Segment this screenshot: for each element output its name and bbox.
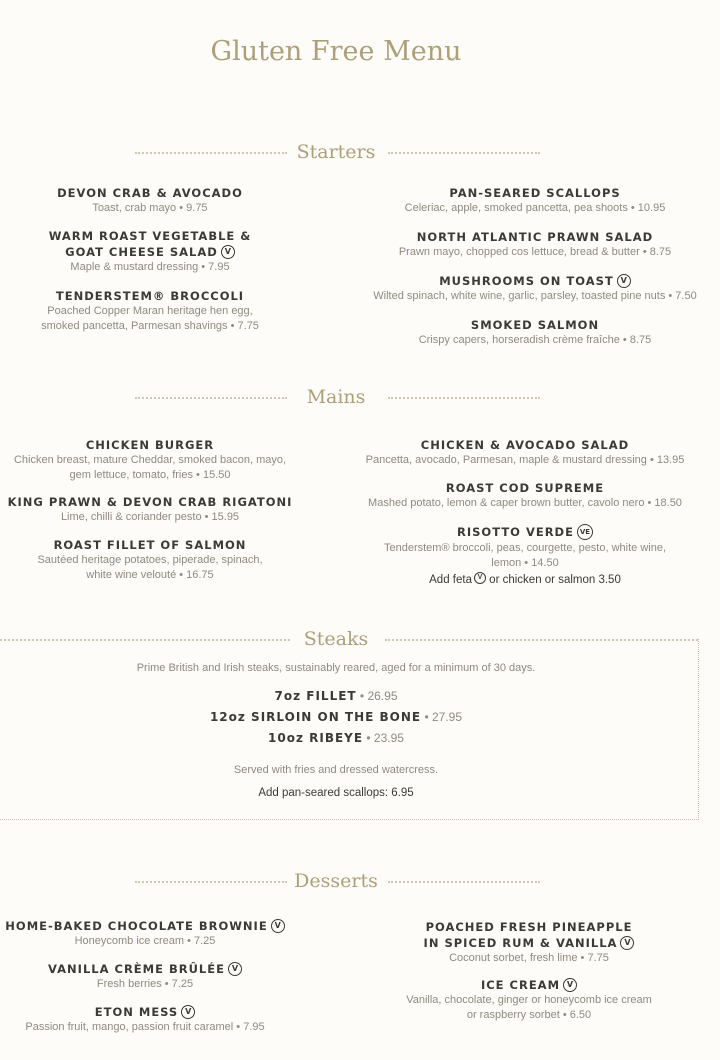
menu-item	[355, 273, 715, 304]
addon-text: or chicken or salmon 3.50	[489, 573, 621, 586]
item-name-line	[0, 961, 290, 977]
item-name: RISOTTO VERDE	[457, 525, 574, 539]
section-title-mains: Mains	[306, 386, 366, 408]
item-name-line2	[0, 244, 300, 260]
steaks-intro: Prime British and Irish steaks, sustainably reared, aged for a minimum of 30 days.	[136, 662, 536, 674]
item-name: CHICKEN BURGER	[85, 438, 215, 452]
item-description: Crispy capers, horseradish crème fraîche • 8.75	[418, 334, 652, 346]
mains-left-column	[0, 437, 300, 583]
vegetarian-icon: V	[474, 572, 486, 584]
steaks-list	[0, 686, 672, 749]
menu-item	[0, 185, 300, 216]
item-description: Prawn mayo, chopped cos lettuce, bread & butter • 8.75	[398, 246, 672, 258]
item-description: Chicken breast, mature Cheddar, smoked bacon, mayo,	[13, 454, 287, 466]
item-description: Maple & mustard dressing • 7.95	[70, 261, 230, 273]
desserts-right-column	[370, 919, 688, 1023]
item-description: Coconut sorbet, fresh lime • 7.75	[449, 952, 609, 964]
vegetarian-icon: V	[228, 962, 242, 976]
item-description: white wine velouté • 16.75	[86, 569, 214, 581]
item-name: WARM ROAST VEGETABLE &	[48, 229, 252, 243]
section-header-starters	[0, 139, 672, 169]
section-title-starters: Starters	[296, 141, 376, 163]
item-name-text: GOAT CHEESE SALAD	[65, 245, 218, 259]
vegetarian-icon: V	[563, 978, 577, 992]
vegan-icon: VE	[577, 524, 593, 540]
vegetarian-icon: V	[617, 274, 631, 288]
desserts-left-column	[0, 918, 290, 1035]
item-description: or raspberry sorbet • 6.50	[466, 1009, 592, 1021]
item-name: ICE CREAM	[480, 978, 561, 992]
menu-item	[355, 229, 715, 260]
vegetarian-icon: V	[620, 936, 634, 950]
steaks-served: Served with fries and dressed watercress.	[233, 764, 439, 776]
steaks-addon: Add pan-seared scallops: 6.95	[258, 787, 414, 799]
item-name: POACHED FRESH PINEAPPLE	[425, 920, 633, 934]
item-description: Mashed potato, lemon & caper brown butter, cavolo nero • 18.50	[368, 497, 682, 509]
item-description: Passion fruit, mango, passion fruit caramel • 7.95	[25, 1021, 265, 1033]
item-name-line	[0, 1004, 290, 1020]
item-description: Pancetta, avocado, Parmesan, maple & mustard dressing • 13.95	[365, 454, 685, 466]
addon-text: Add feta	[429, 573, 472, 586]
item-name: TENDERSTEM® BROCCOLI	[55, 289, 245, 303]
menu-item	[355, 185, 715, 216]
steak-item	[0, 686, 672, 707]
steak-name: 12oz SIRLOIN ON THE BONE	[209, 710, 422, 724]
steaks-content	[0, 662, 672, 801]
menu-item	[0, 918, 290, 949]
section-title-steaks: Steaks	[303, 628, 369, 650]
item-description: Celeriac, apple, smoked pancetta, pea shoots • 10.95	[404, 202, 666, 214]
item-description: Vanilla, chocolate, ginger or honeycomb ice cream	[406, 994, 652, 1006]
steak-item	[0, 707, 672, 728]
section-header-desserts	[0, 868, 672, 898]
item-name: NORTH ATLANTIC PRAWN SALAD	[416, 230, 654, 244]
steak-name: 10oz RIBEYE	[268, 731, 364, 745]
item-description: Toast, crab mayo • 9.75	[92, 202, 208, 214]
item-description: Honeycomb ice cream • 7.25	[74, 935, 216, 947]
menu-item	[0, 961, 290, 992]
section-header-steaks	[0, 626, 672, 656]
item-name: HOME-BAKED CHOCOLATE BROWNIE	[5, 919, 268, 933]
menu-title: Gluten Free Menu	[210, 36, 462, 67]
item-description: Tenderstem® broccoli, peas, courgette, pesto, white wine,	[383, 541, 667, 554]
menu-item	[0, 288, 300, 334]
starters-left-column	[0, 185, 300, 334]
item-description: Sautéed heritage potatoes, piperade, spinach,	[37, 554, 263, 566]
section-title-desserts: Desserts	[294, 870, 378, 892]
starters-right-column	[355, 185, 715, 348]
menu-item	[0, 494, 300, 525]
vegetarian-icon: V	[271, 919, 285, 933]
item-name-line	[355, 524, 695, 541]
menu-item	[0, 228, 300, 275]
menu-item	[370, 919, 688, 966]
steak-name: 7oz FILLET	[274, 689, 357, 703]
item-description: Wilted spinach, white wine, garlic, parsley, toasted pine nuts • 7.50	[373, 290, 697, 302]
menu-item	[355, 317, 715, 348]
mains-right-column	[355, 437, 695, 588]
item-name: ETON MESS	[94, 1005, 179, 1019]
item-description: Fresh berries • 7.25	[96, 978, 194, 990]
item-name: MUSHROOMS ON TOAST	[439, 274, 614, 288]
item-description: lemon • 14.50	[491, 556, 559, 569]
steak-price: • 26.95	[356, 689, 398, 703]
menu-item	[0, 537, 300, 583]
item-name-line2	[370, 935, 688, 951]
item-name-line	[0, 918, 290, 934]
menu-item	[0, 1004, 290, 1035]
section-header-mains	[0, 384, 672, 414]
item-name: PAN-SEARED SCALLOPS	[449, 186, 621, 200]
vegetarian-icon: V	[221, 245, 235, 259]
item-description: smoked pancetta, Parmesan shavings • 7.75	[41, 320, 259, 332]
item-name: DEVON CRAB & AVOCADO	[57, 186, 243, 200]
item-name-text: IN SPICED RUM & VANILLA	[423, 936, 618, 950]
item-name-line	[355, 273, 715, 289]
item-addon	[355, 572, 695, 588]
item-name: SMOKED SALMON	[470, 318, 600, 332]
item-description: gem lettuce, tomato, fries • 15.50	[69, 469, 231, 481]
item-name: ROAST FILLET OF SALMON	[53, 538, 247, 552]
steak-price: • 23.95	[363, 731, 404, 745]
menu-item	[0, 437, 300, 483]
item-name: VANILLA CRÈME BRÛLÉE	[48, 962, 225, 976]
item-name-line	[370, 977, 688, 993]
vegetarian-icon: V	[181, 1005, 195, 1019]
divider	[388, 881, 540, 883]
divider	[388, 152, 540, 154]
menu-item	[370, 977, 688, 1023]
item-name: ROAST COD SUPREME	[445, 481, 605, 495]
steak-price: • 27.95	[421, 710, 463, 724]
menu-item	[355, 524, 695, 588]
divider	[385, 639, 698, 641]
item-name: KING PRAWN & DEVON CRAB RIGATONI	[7, 495, 293, 509]
item-description: Lime, chilli & coriander pesto • 15.95	[60, 511, 240, 523]
steak-item	[0, 728, 672, 749]
item-name: CHICKEN & AVOCADO SALAD	[420, 438, 630, 452]
menu-item	[355, 480, 695, 511]
divider	[388, 397, 540, 399]
item-description: Poached Copper Maran heritage hen egg,	[47, 305, 253, 317]
menu-item	[355, 437, 695, 468]
